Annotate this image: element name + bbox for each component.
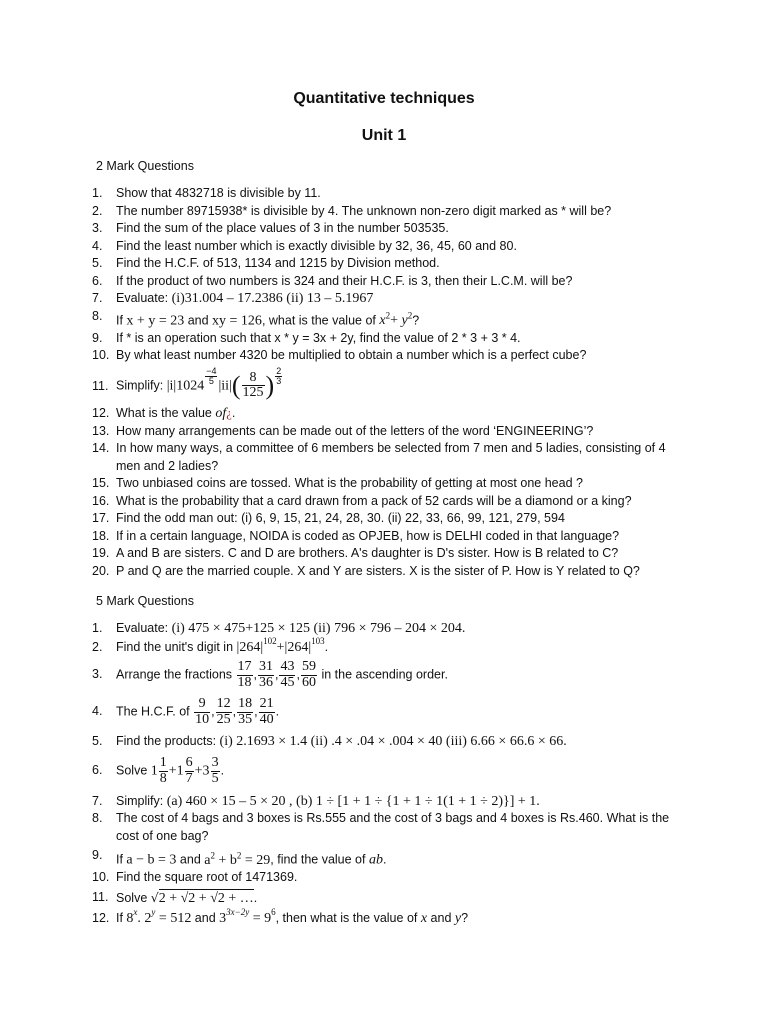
question-lead: Solve: [116, 890, 151, 905]
math-expression: xy = 126: [212, 313, 262, 329]
math-exponent: x: [133, 907, 138, 918]
question-item: [92, 220, 684, 238]
question-item: [92, 754, 684, 790]
question-item: [92, 493, 684, 511]
question-text: , what is the value of: [261, 313, 380, 328]
math-expression: +|264|: [276, 639, 312, 655]
question-item: [92, 510, 684, 528]
question-number: 1.: [92, 186, 103, 200]
question-end: .: [231, 406, 236, 421]
question-item: 4. The H.C.F. of $\frac{9}{10}$ , $\frac{12}{25}$ , $\frac{18}{35}$ , $\frac{21}{40}$ .: [92, 696, 280, 728]
math-whole: 1: [150, 763, 158, 779]
question-text: Find the odd man out: (i) 6, 9, 15, 21, 24, 28, 30. (ii) 22, 33, 66, 99, 121, 279, 594: [116, 511, 565, 526]
question-lead: Solve: [116, 763, 151, 778]
question-number: 4.: [92, 238, 103, 253]
question-item: 3. Arrange the fractions $\frac{17}{18}$ , $\frac{31}{36}$ , $\frac{43}{45}$ , $\frac{59}{60}$ in the ascending order.: [92, 659, 448, 690]
question-number: 11.: [92, 889, 109, 904]
question-text: A and B are sisters. C and D are brothers. A's daughter is D's sister. How is B related to C?: [116, 546, 619, 561]
question-text: P and Q are the married couple. X and Y are sisters. X is the sister of P. How is Y related to Q?: [116, 563, 640, 578]
question-item: [92, 545, 684, 563]
fraction: $\frac{17}{18}$: [237, 659, 252, 690]
question-item: [92, 290, 684, 308]
question-lead: What is the value: [116, 406, 216, 421]
question-text: What is the probability that a card drawn from a pack of 52 cards will be a diamond or a king?: [116, 493, 632, 508]
question-end: .: [382, 852, 387, 867]
question-text: If * is an operation such that x * y = 3x + 2y, find the value of 2 * 3 + 3 * 4.: [116, 330, 521, 345]
question-number: 5.: [92, 256, 103, 270]
question-number: 8.: [92, 811, 103, 826]
fraction: $\frac{59}{60}$: [301, 659, 316, 690]
document-title: Quantitative techniques: [293, 90, 475, 107]
math-expression: = 512: [155, 911, 192, 927]
question-number: 11.: [92, 378, 109, 393]
question-text: Show that 4832718 is divisible by 11.: [116, 186, 321, 200]
question-item: [92, 907, 684, 928]
math-whole: +1: [168, 763, 184, 779]
question-number: 2.: [92, 203, 103, 218]
fraction: $\frac{31}{36}$: [259, 659, 273, 690]
question-number: 19.: [92, 546, 110, 561]
question-number: 2.: [92, 639, 103, 654]
math-expression: (a) 460 × 15 – 5 × 20 , (b) 1 ÷ [1 + 1 ÷ {1 + 1 ÷ 1(1 + 1 ÷ 2)}] + 1.: [166, 793, 540, 809]
question-number: 17.: [92, 511, 110, 526]
question-end: .: [324, 639, 329, 654]
fraction-exponent: $\frac{2}{3}$: [276, 365, 282, 387]
question-text: in the ascending order.: [317, 667, 448, 682]
question-item: [92, 635, 684, 657]
question-lead: Evaluate:: [116, 621, 172, 635]
question-item: [92, 308, 684, 330]
question-item: [92, 528, 684, 546]
question-end: .: [220, 763, 225, 778]
question-number: 15.: [92, 476, 110, 491]
question-item: [92, 810, 684, 845]
question-number: 16.: [92, 493, 110, 508]
math-expression: x: [420, 911, 428, 927]
question-number: 12.: [92, 911, 110, 926]
question-item: [92, 845, 684, 869]
five-mark-question-list: [92, 620, 684, 928]
invalid-character: ¿: [226, 406, 232, 421]
question-item: [92, 330, 684, 348]
math-expression: $a^2 + b^2 = 29$: [204, 850, 271, 868]
fraction: $\frac{9}{10}$: [195, 696, 210, 728]
question-item: [92, 869, 684, 887]
question-number: 20.: [92, 563, 110, 578]
right-paren: ): [265, 370, 275, 400]
math-exponent: 3x−2y: [226, 907, 250, 918]
question-lead: Simplify:: [116, 378, 167, 393]
fraction: $\frac{21}{40}$: [259, 696, 274, 728]
math-expression: a − b = 3: [126, 852, 177, 868]
math-expression: of: [215, 406, 227, 422]
math-expression: 3: [219, 911, 227, 927]
question-number: 9.: [92, 330, 103, 345]
question-number: 14.: [92, 441, 110, 456]
math-expression: (i)31.004 – 17.2386 (ii) 13 – 5.1967: [171, 291, 374, 306]
question-item: [92, 238, 684, 256]
section-label-2-mark: 2 Mark Questions: [96, 159, 194, 173]
question-number: 12.: [92, 406, 110, 421]
math-whole: +3: [194, 763, 210, 779]
question-text: By what least number 4320 be multiplied to obtain a number which is a perfect cube?: [116, 348, 587, 363]
fraction-exponent: $\frac{-4}{5}$: [206, 365, 217, 387]
square-root-icon: √: [150, 889, 159, 905]
question-item: [92, 347, 684, 365]
math-expression: 2 + √2 + √2 + …: [158, 890, 254, 906]
math-expression: |264|: [236, 639, 264, 655]
left-paren: (: [231, 370, 241, 400]
math-exponent: 102: [263, 635, 277, 646]
question-text: The cost of 4 bags and 3 boxes is Rs.555 and the cost of 3 bags and 4 boxes is Rs.460. What is the cost of one bag?: [116, 811, 670, 843]
question-lead: Find the products:: [116, 733, 220, 748]
question-end: .: [275, 704, 280, 719]
fraction: $\frac{3}{5}$: [211, 755, 219, 786]
question-lead: Find the unit's digit in: [116, 639, 237, 654]
question-item: [92, 255, 684, 273]
math-expression: (i) 2.1693 × 1.4 (ii) .4 × .04 × .004 × 40 (iii) 6.66 × 66.6 × 66.: [219, 733, 567, 749]
math-expression: . 2: [137, 911, 152, 927]
fraction: $\frac{43}{45}$: [280, 659, 295, 690]
math-exponent: 103: [311, 635, 325, 646]
question-number: 5.: [92, 733, 103, 748]
question-number: 8.: [92, 308, 103, 323]
math-expression: y: [454, 911, 462, 927]
math-expression: |ii|: [218, 378, 232, 394]
question-lead: If: [116, 911, 127, 926]
question-text: The number 89715938* is divisible by 4. The unknown non-zero digit marked as * will be?: [116, 203, 612, 218]
question-text: , then what is the value of: [275, 911, 421, 926]
question-lead: The H.C.F. of: [116, 704, 194, 719]
question-item: [92, 273, 684, 291]
question-text: If in a certain language, NOIDA is coded as OPJEB, how is DELHI coded in that language?: [116, 528, 620, 543]
question-number: 4.: [92, 704, 103, 719]
question-text: How many arrangements can be made out of the letters of the word ‘ENGINEERING’?: [116, 423, 594, 438]
question-end: ?: [412, 313, 420, 328]
question-lead: Simplify:: [116, 793, 167, 808]
question-number: 7.: [92, 793, 103, 808]
question-text: Find the sum of the place values of 3 in the number 503535.: [116, 221, 449, 235]
question-item: [92, 620, 684, 639]
question-number: 6.: [92, 763, 103, 778]
math-exponent: y: [151, 907, 156, 918]
question-lead: If: [116, 852, 127, 867]
question-number: 3.: [92, 667, 103, 681]
question-item: [92, 365, 684, 405]
question-item: [92, 475, 684, 493]
math-expression: x + y = 23: [126, 313, 185, 329]
question-text: , find the value of: [270, 852, 369, 867]
unit-heading: Unit 1: [361, 127, 407, 144]
question-lead: If: [116, 313, 127, 328]
question-item: [92, 731, 684, 755]
question-connector: and: [184, 313, 213, 328]
question-end: ?: [461, 911, 469, 926]
fraction: $\frac{12}{25}$: [216, 696, 231, 728]
math-expression: ab: [368, 852, 383, 868]
question-number: 7.: [92, 291, 103, 305]
question-item: [92, 563, 684, 581]
math-expression: (i) 475 × 475+125 × 125 (ii) 796 × 796 – 204 × 204.: [171, 621, 466, 636]
question-item: [92, 887, 684, 908]
question-item: [92, 440, 684, 475]
fraction: $\frac{18}{35}$: [238, 696, 253, 728]
two-mark-question-list: [92, 185, 684, 580]
question-number: 9.: [92, 848, 103, 863]
fraction: $\frac{6}{7}$: [185, 755, 193, 786]
math-expression: $x^2+ y^2$: [379, 310, 413, 329]
fraction: $\frac{8}{125}$: [242, 369, 264, 401]
question-item: [92, 423, 684, 441]
question-text: Find the least number which is exactly divisible by 32, 36, 45, 60 and 80.: [116, 238, 517, 253]
question-lead: Arrange the fractions: [116, 667, 236, 682]
question-item: [92, 185, 684, 203]
math-expression: = 9: [249, 911, 272, 927]
question-number: 13.: [92, 423, 110, 438]
question-item: [92, 203, 684, 221]
question-lead: Evaluate:: [116, 291, 172, 305]
question-number: 1.: [92, 621, 103, 635]
question-number: 3.: [92, 221, 103, 235]
question-text: In how many ways, a committee of 6 members be selected from 7 men and 5 ladies, consisting of 4 men and 2 ladies?: [116, 441, 666, 473]
question-number: 18.: [92, 528, 110, 543]
section-label-5-mark: 5 Mark Questions: [96, 594, 194, 608]
question-connector: and: [191, 911, 220, 926]
question-item: [92, 405, 684, 423]
math-expression: 8: [126, 911, 134, 927]
question-end: .: [253, 890, 258, 905]
question-number: 10.: [92, 870, 110, 885]
question-connector: and: [176, 852, 205, 867]
question-item: [92, 791, 684, 811]
question-number: 10.: [92, 348, 110, 363]
question-connector: and: [430, 911, 455, 926]
question-text: Find the H.C.F. of 513, 1134 and 1215 by Division method.: [116, 256, 440, 270]
math-expression: |i|1024: [166, 378, 205, 394]
fraction: $\frac{1}{8}$: [159, 755, 167, 786]
question-number: 6.: [92, 273, 103, 288]
question-text: If the product of two numbers is 324 and their H.C.F. is 3, then their L.C.M. will be?: [116, 273, 573, 288]
question-text: Two unbiased coins are tossed. What is the probability of getting at most one head ?: [116, 476, 583, 491]
question-text: Find the square root of 1471369.: [116, 870, 298, 885]
math-exponent: 6: [271, 907, 276, 918]
